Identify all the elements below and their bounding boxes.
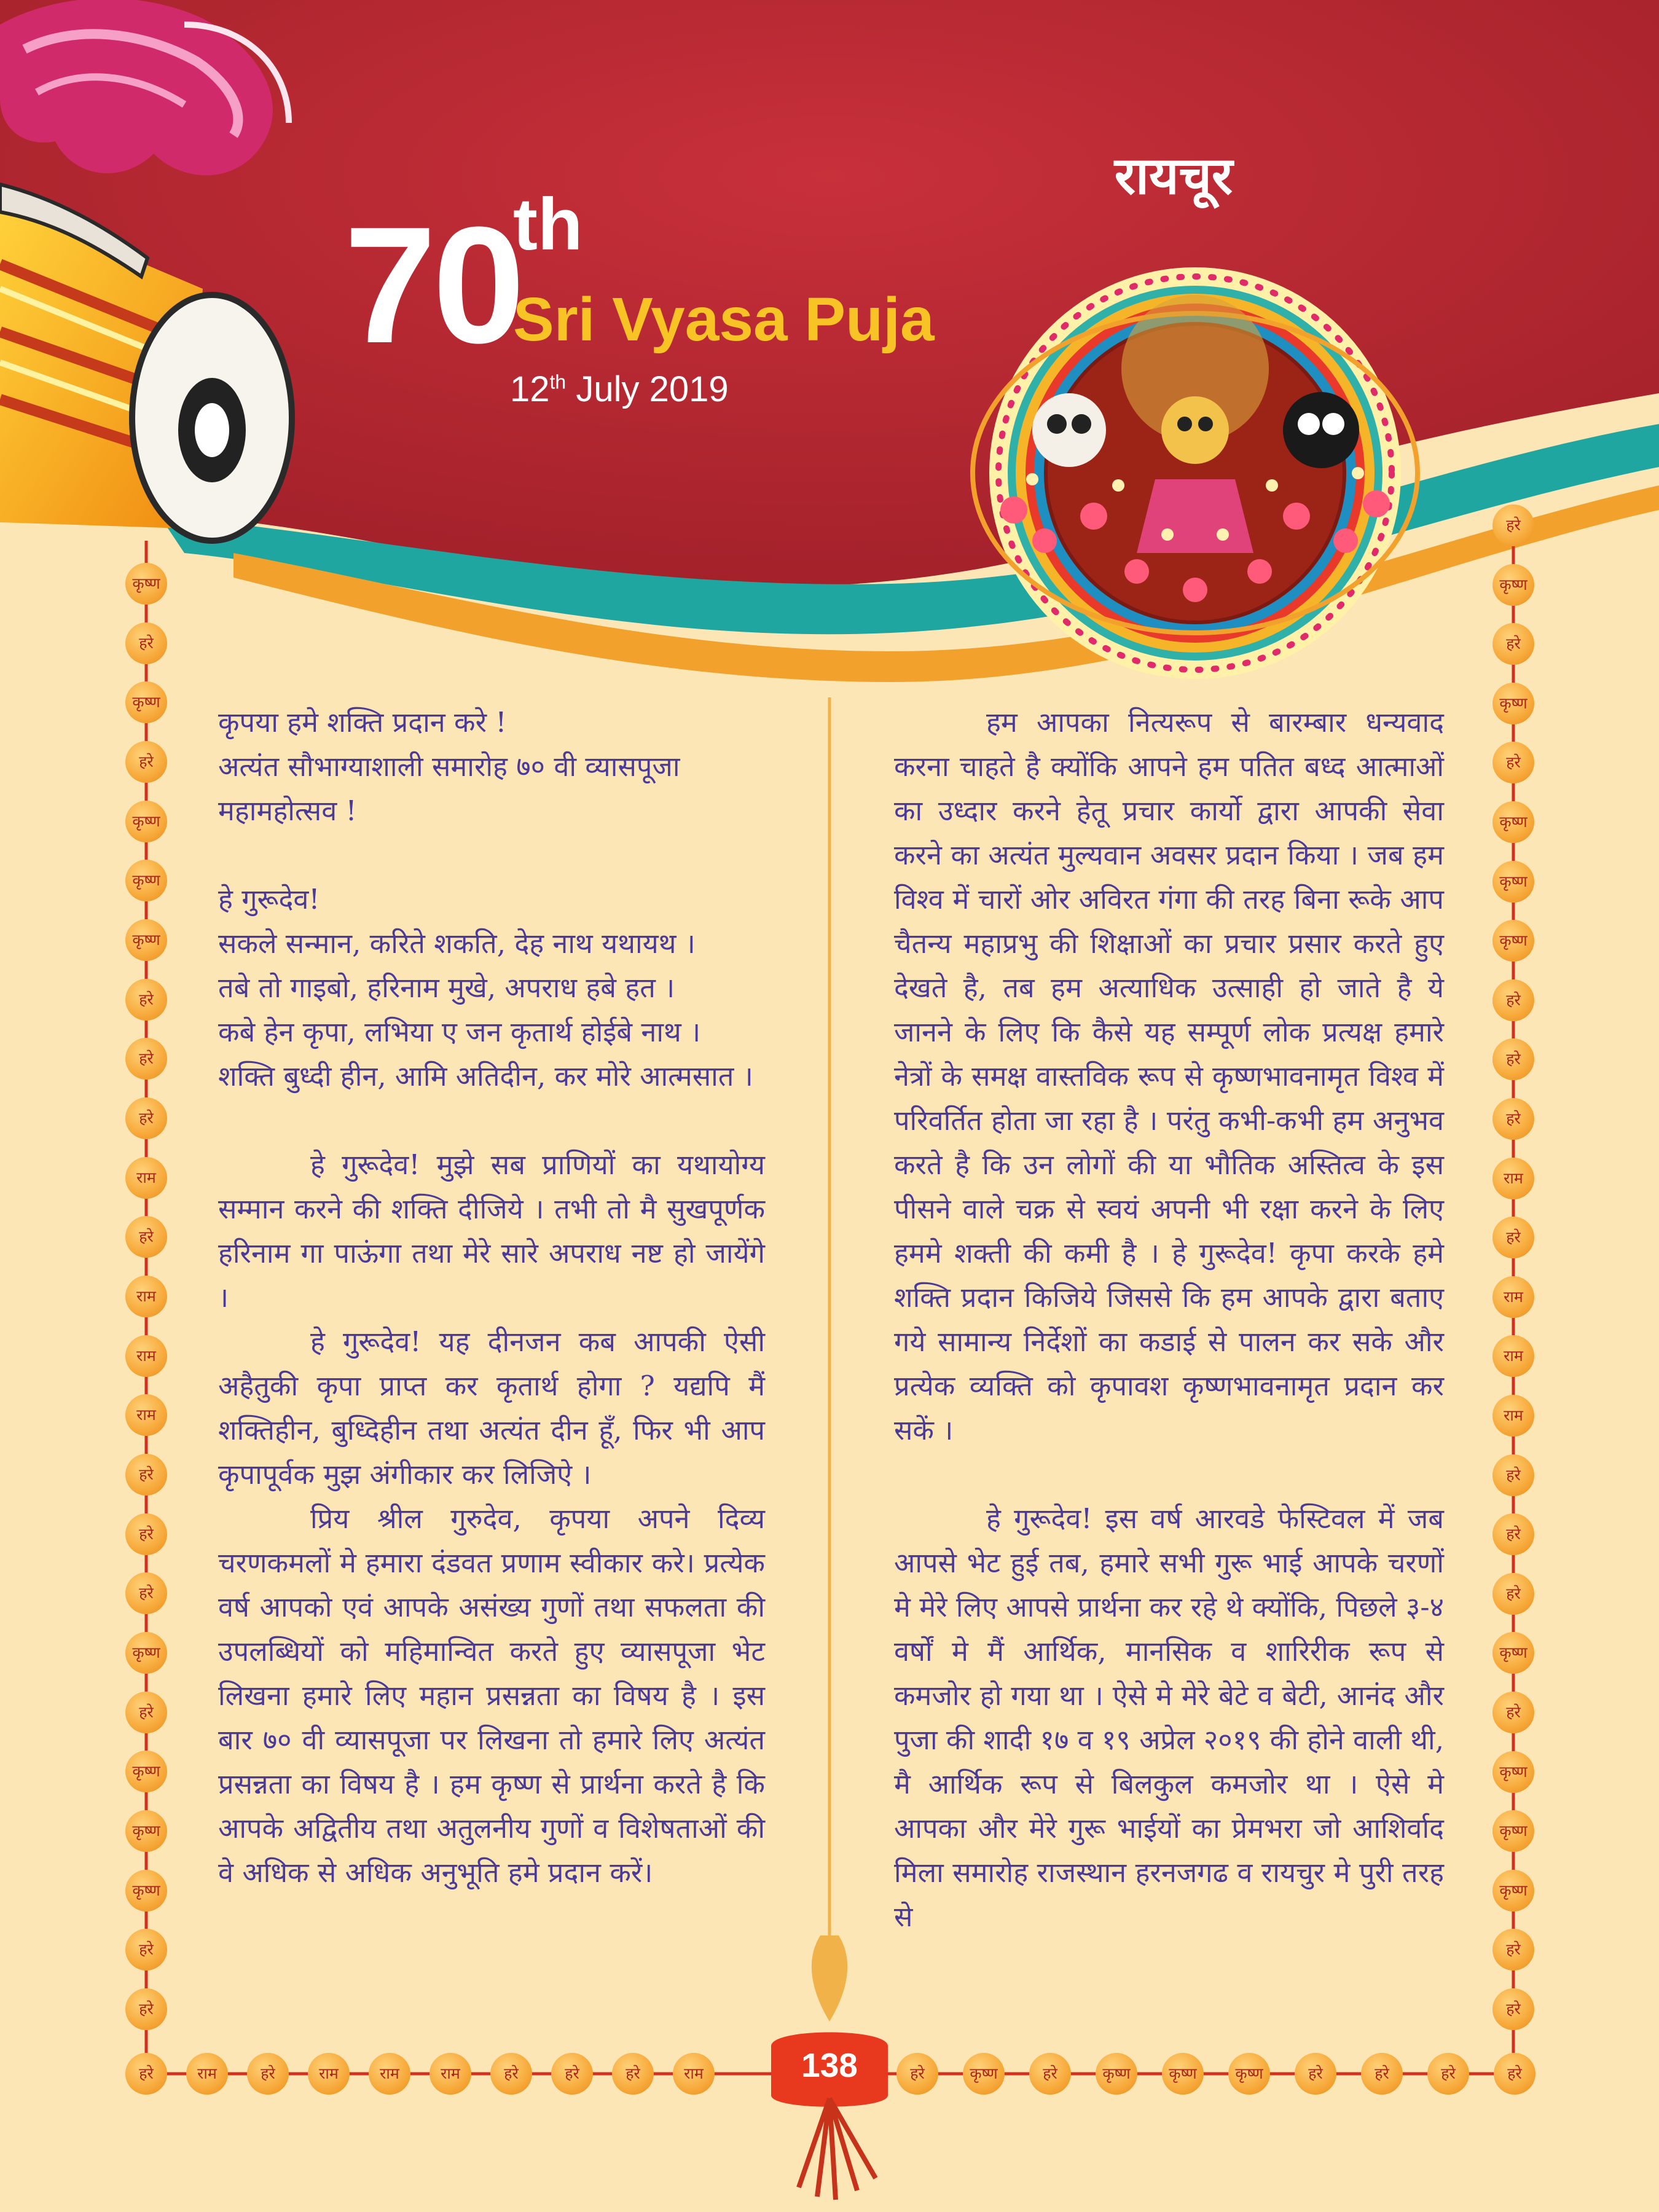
bead: हरे xyxy=(125,979,167,1021)
bead: हरे xyxy=(1492,1098,1534,1140)
bead: हरे xyxy=(1029,2053,1071,2095)
bead: हरे xyxy=(1492,1929,1534,1971)
bead: हरे xyxy=(1492,1038,1534,1080)
bead: कृष्ण xyxy=(963,2053,1005,2095)
bead: कृष्ण xyxy=(125,681,167,723)
bead: राम xyxy=(1492,1276,1534,1318)
verse-line: तबे तो गाइबो, हरिनाम मुखे, अपराध हबे हत । xyxy=(218,971,675,1004)
bead: हरे xyxy=(125,1454,167,1496)
paragraph: हम आपका नित्यरूप से बारम्बार धन्यवाद करना चाहते है क्योंकि आपने हम पतित बध्द आत्माओं का उध्दार करने हेतू प्रचार कार्यो द्वारा आपकी सेवा करने का अत्यंत मुल्यवान अवसर प्रदान किया । जब हम विश्व में चारों ओर अविरत गंगा की तरह बिना रूके आप चैतन्य महाप्रभु की शिक्षाओं का प्रचार प्रसार करते हुए देखते है, तब हम अत्याधिक उत्साही हो जाते है ये जानने के लिए कि कैसे यह सम्पूर्ण लोक प्रत्यक्ष हमारे नेत्रों के समक्ष वास्तविक रूप से कृष्णभावनामृत विश्व में परिवर्तित होता जा रहा है । परंतु कभी-कभी हम अनुभव करते है कि उन लोगों की या भौतिक अस्तित्व के इस पीसने वाले चक्र से स्वयं अपनी भी रक्षा करने के लिए हममे शक्ती की कमी है । हे गुरूदेव! कृपा करके हमे शक्ति प्रदान किजिये जिससे कि हम आपके द्वारा बताए गये सामान्य निर्देशों का कडाई से पालन कर सके और प्रत्येक व्यक्ति को कृपावश कृष्णभावनामृत प्रदान कर सकें । xyxy=(894,706,1444,1446)
bead: राम xyxy=(125,1276,167,1317)
bead: हरे xyxy=(551,2053,593,2095)
paragraph: हे गुरूदेव! xyxy=(218,883,320,916)
bead: राम xyxy=(125,1394,167,1436)
event-title: Sri Vyasa Puja xyxy=(513,285,935,354)
bead: कृष्ण xyxy=(125,1870,167,1912)
verse-line: शक्ति बुध्दी हीन, आमि अतिदीन, कर मोरे आत्मसात । xyxy=(218,1060,753,1092)
bead: हरे xyxy=(247,2053,289,2095)
bead: हरे xyxy=(612,2053,654,2095)
bead: कृष्ण xyxy=(1228,2053,1270,2095)
bead: हरे xyxy=(125,2053,167,2095)
divider-drop xyxy=(812,1936,847,2022)
bead: हरे xyxy=(125,1097,167,1139)
bead: राम xyxy=(125,1157,167,1199)
bead: हरे xyxy=(1492,1454,1534,1496)
bead: हरे xyxy=(125,1572,167,1614)
bead: कृष्ण xyxy=(1492,920,1534,962)
bead: हरे xyxy=(1492,742,1534,783)
bead: कृष्ण xyxy=(125,919,167,961)
bead: कृष्ण xyxy=(1492,1810,1534,1852)
bead: हरे xyxy=(125,622,167,664)
bead: हरे xyxy=(1492,623,1534,665)
bead: कृष्ण xyxy=(1492,801,1534,843)
paragraph: कृपया हमे शक्ति प्रदान करे ! xyxy=(218,706,507,739)
bead: राम xyxy=(1492,1395,1534,1437)
bead: कृष्ण xyxy=(1492,683,1534,724)
paragraph: हे गुरूदेव! इस वर्ष आरवडे फेस्टिवल में जब आपसे भेट हुई तब, हमारे सभी गुरू भाई आपके चरणों मे मेरे लिए आपसे प्रार्थना कर रहे थे क्योंकि, पिछले ३-४ वर्षों मे मैं आर्थिक, मानसिक व शारिरीक रूप से कमजोर हो गया था । ऐसे मे मेरे बेटे व बेटी, आनंद और पुजा की शादी १७ व १९ अप्रेल २०१९ की होने वाली थी, मै आर्थिक रूप से बिलकुल कमजोर था । ऐसे मे आपका और मेरे गुरू भाईयों का प्रेमभरा जो आशिर्वाद मिला समारोह राजस्थान हरनजगढ व रायचुर मे पुरी तरह से xyxy=(894,1502,1444,1933)
bead: राम xyxy=(308,2053,350,2095)
event-date: 12th July 2019 xyxy=(510,369,729,409)
right-column xyxy=(894,700,1444,1939)
bead: कृष्ण xyxy=(125,1810,167,1852)
paragraph: हे गुरूदेव! यह दीनजन कब आपकी ऐसी अहैतुकी कृपा प्राप्त कर कृतार्थ होगा ? यद्यपि मैं शक्तिहीन, बुध्दिहीन तथा अत्यंत दीन हूँ, फिर भी आप कृपापूर्वक मुझ अंगीकार कर लिजिऐ । xyxy=(218,1325,765,1491)
bead: हरे xyxy=(125,741,167,783)
bead: हरे xyxy=(1427,2053,1469,2095)
bead: हरे xyxy=(1492,1513,1534,1555)
bead: हरे xyxy=(1492,504,1534,546)
paragraph: हे गुरूदेव! मुझे सब प्राणियों का यथायोग्य सम्मान करने की शक्ति दीजिये । तभी तो मै सुखपूर्णक हरिनाम गा पाऊंगा तथा मेरे सारे अपराध नष्ट हो जायेंगे । xyxy=(218,1148,765,1314)
bead: कृष्ण xyxy=(1492,564,1534,606)
bead: हरे xyxy=(1494,2053,1535,2095)
bead: राम xyxy=(673,2053,715,2095)
bead: हरे xyxy=(125,1988,167,2030)
bead: हरे xyxy=(1295,2053,1336,2095)
bead: राम xyxy=(369,2053,410,2095)
bead: कृष्ण xyxy=(1492,1632,1534,1674)
bead: राम xyxy=(125,1335,167,1377)
page-number: 138 xyxy=(801,2046,858,2084)
bead: कृष्ण xyxy=(1096,2053,1137,2095)
tassel-graphic xyxy=(799,2098,876,2200)
bead: हरे xyxy=(125,1692,167,1733)
bead: हरे xyxy=(1492,1692,1534,1733)
bead: हरे xyxy=(125,1513,167,1555)
bead: कृष्ण xyxy=(1162,2053,1204,2095)
bead: कृष्ण xyxy=(1492,1751,1534,1793)
title-number: 70 xyxy=(344,193,522,378)
bead: हरे xyxy=(125,1038,167,1080)
bead: कृष्ण xyxy=(1492,861,1534,903)
bead: राम xyxy=(1492,1158,1534,1199)
bead: कृष्ण xyxy=(1492,1870,1534,1912)
bead: कृष्ण xyxy=(125,860,167,901)
bead: कृष्ण xyxy=(125,563,167,605)
bead: हरे xyxy=(1492,1573,1534,1615)
bead: कृष्ण xyxy=(125,801,167,842)
bead: कृष्ण xyxy=(125,1751,167,1792)
bead: हरे xyxy=(1492,1217,1534,1258)
verse-line: कबे हेन कृपा, लभिया ए जन कृतार्थ होईबे नाथ । xyxy=(218,1016,701,1048)
bead: हरे xyxy=(1492,1988,1534,2030)
paragraph: अत्यंत सौभाग्याशाली समारोह ७० वी व्यासपूजा महामहोत्सव ! xyxy=(218,750,680,827)
paragraph: प्रिय श्रील गुरुदेव, कृपया अपने दिव्य चरणकमलों मे हमारा दंडवत प्रणाम स्वीकार करे। प्रत्येक वर्ष आपको एवं आपके असंख्य गुणों तथा सफलता की उपलब्धियों को महिमान्वित करते हुए व्यासपूजा भेट लिखना हमारे लिए महान प्रसन्नता का विषय है । इस बार ७० वी व्यासपूजा पर लिखना तो हमारे लिए अत्यंत प्रसन्नता का विषय है । हम कृष्ण से प्रार्थना करते है कि आपके अद्वितीय तथा अतुलनीय गुणों व विशेषताओं की वे अधिक से अधिक अनुभूति हमे प्रदान करें। xyxy=(218,1502,765,1889)
bead: कृष्ण xyxy=(125,1632,167,1674)
title-ordinal: th xyxy=(513,183,583,265)
bead: हरे xyxy=(1492,979,1534,1021)
bead: हरे xyxy=(125,1929,167,1971)
bead: हरे xyxy=(490,2053,532,2095)
city-name: रायचूर xyxy=(1114,145,1233,206)
verse-line: सकले सन्मान, करिते शकति, देह नाथ यथायथ । xyxy=(218,927,696,960)
bead: राम xyxy=(429,2053,471,2095)
bead: हरे xyxy=(896,2053,938,2095)
left-column xyxy=(218,700,765,1895)
bead: राम xyxy=(1492,1335,1534,1377)
bead: हरे xyxy=(125,1216,167,1258)
bead: राम xyxy=(186,2053,228,2095)
bead: हरे xyxy=(1361,2053,1403,2095)
